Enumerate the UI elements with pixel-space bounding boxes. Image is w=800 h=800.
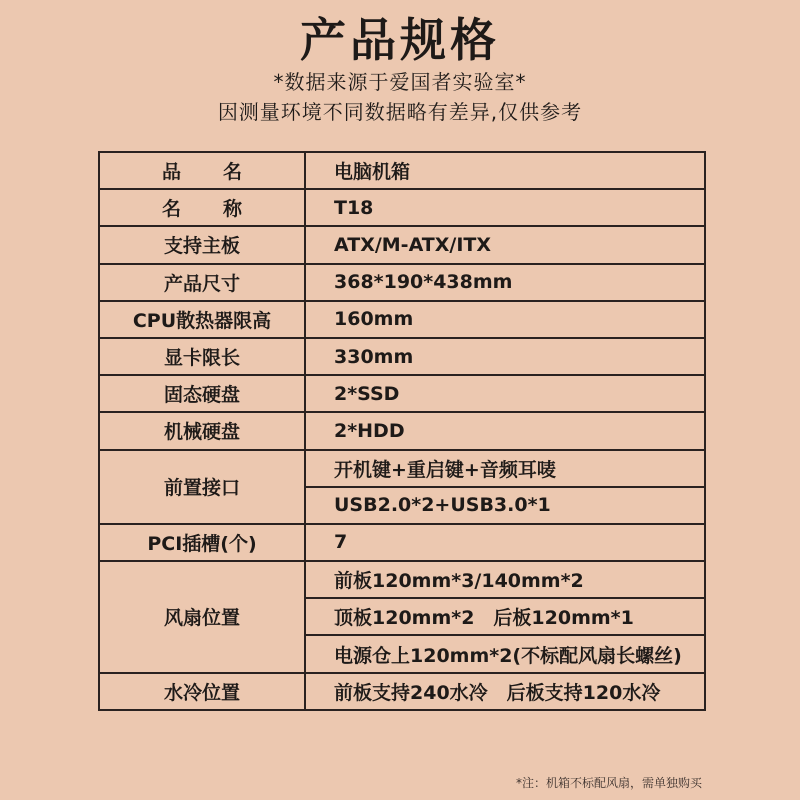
spec-row (99, 450, 705, 487)
measurement-disclaimer: 因测量环境不同数据略有差异,仅供参考 (217, 100, 583, 124)
spec-label (99, 561, 305, 673)
spec-label-text: 水冷位置 (163, 681, 240, 704)
spec-table-body (99, 152, 705, 710)
spec-label-text: 品名 (161, 161, 284, 184)
spec-label-text: 机械硬盘 (163, 421, 240, 444)
spec-value: 电脑机箱 (305, 152, 705, 189)
spec-value: 前板支持240水冷 后板支持120水冷 (305, 673, 705, 710)
spec-label-text: 固态硬盘 (163, 384, 240, 407)
spec-label (99, 338, 305, 375)
spec-value: 368*190*438mm (305, 264, 705, 301)
spec-label (99, 264, 305, 301)
spec-label (99, 375, 305, 412)
footnote: *注：机箱不标配风扇，需单独购买 (515, 776, 702, 790)
spec-label-text: 名称 (161, 198, 284, 221)
spec-value: 电源仓上120mm*2(不标配风扇长螺丝) (305, 635, 705, 672)
spec-label-text: 显卡限长 (163, 347, 240, 370)
spec-label (99, 450, 305, 524)
spec-label (99, 301, 305, 338)
spec-value: T18 (305, 189, 705, 226)
data-source-note: *数据来源于爱国者实验室* (273, 70, 527, 94)
spec-row (99, 561, 705, 598)
spec-row (99, 152, 705, 189)
spec-value: 2*SSD (305, 375, 705, 412)
spec-label-text: 风扇位置 (163, 607, 240, 630)
spec-row (99, 226, 705, 263)
spec-label (99, 412, 305, 449)
spec-label (99, 189, 305, 226)
spec-value: 顶板120mm*2 后板120mm*1 (305, 598, 705, 635)
spec-value: 330mm (305, 338, 705, 375)
spec-label-text: 支持主板 (163, 235, 240, 258)
spec-value: 前板120mm*3/140mm*2 (305, 561, 705, 598)
page-title: 产品规格 (300, 13, 500, 67)
spec-value: 2*HDD (305, 412, 705, 449)
spec-value: 7 (305, 524, 705, 561)
spec-row (99, 189, 705, 226)
spec-row (99, 673, 705, 710)
spec-table (98, 151, 706, 711)
spec-label-text: 产品尺寸 (163, 272, 240, 295)
spec-row (99, 524, 705, 561)
spec-row (99, 412, 705, 449)
spec-value: 160mm (305, 301, 705, 338)
spec-row (99, 375, 705, 412)
spec-value: USB2.0*2+USB3.0*1 (305, 487, 705, 524)
spec-row (99, 264, 705, 301)
spec-label-text: PCI插槽(个) (147, 532, 257, 555)
spec-label (99, 226, 305, 263)
spec-row (99, 338, 705, 375)
spec-row (99, 301, 705, 338)
spec-label (99, 152, 305, 189)
spec-value: 开机键+重启键+音频耳唛 (305, 450, 705, 487)
spec-label (99, 673, 305, 710)
spec-label-text: 前置接口 (163, 477, 240, 500)
spec-label (99, 524, 305, 561)
spec-value: ATX/M-ATX/ITX (305, 226, 705, 263)
spec-label-text: CPU散热器限高 (132, 309, 272, 332)
